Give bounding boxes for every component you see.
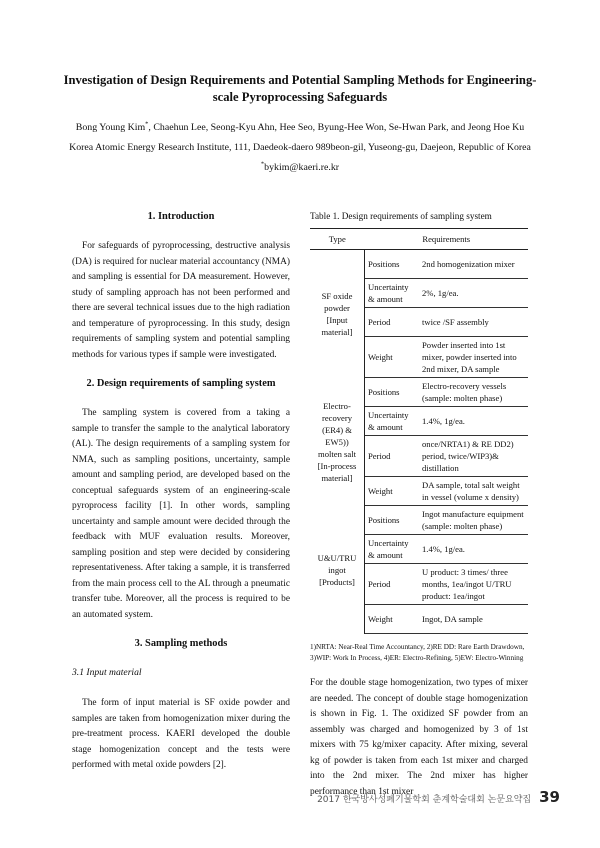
table-cell-value: 2%, 1g/ea.	[419, 279, 528, 308]
table-cell-value: U product: 3 times/ three months, 1ea/ingot U/TRU product: 1ea/ingot	[419, 564, 528, 605]
table-cell-key: Period	[365, 308, 420, 337]
table-cell-key: Weight	[365, 605, 420, 634]
table-caption: Table 1. Design requirements of sampling system	[310, 211, 492, 221]
requirements-table	[310, 228, 528, 634]
email-mark: *	[260, 160, 265, 168]
email: bykim@kaeri.re.kr	[264, 162, 340, 173]
table-cell-key: Period	[365, 436, 420, 477]
left-column	[72, 200, 290, 788]
author-names	[40, 118, 560, 138]
table-cell-value: 1.4%, 1g/ea.	[419, 535, 528, 564]
homogenization-paragraph: For the double stage homogenization, two types of mixer are needed. The concept of double stage homogenization is shown in Fig. 1. The oxidized SF powder from an assembly was charged and homogenized by 3 of 1st mixers with 75 kg/mixer capacity. After mixing, several kg of powder is taken from each 1st mixer and charged into the 2nd mixer. The 2nd mixer has higher performance than 1st mixer	[310, 678, 528, 797]
page-number: 39	[539, 788, 560, 806]
corresponding-mark: *	[145, 120, 149, 128]
input-paragraph: The form of input material is SF oxide powder and samples are taken from homogenization mixer during the pre-treatment process. KAERI developed the double stage homogenization concept and the tests were performed with metal oxide powders [2].	[72, 698, 290, 770]
table-cell-value: Ingot, DA sample	[419, 605, 528, 634]
table-cell-value: Powder inserted into 1st mixer, powder inserted into 2nd mixer, DA sample	[419, 337, 528, 378]
table-cell-value: Electro-recovery vessels (sample: molten phase)	[419, 378, 528, 407]
table-footnote: 1)NRTA: Near-Real Time Accountancy, 2)RE DD: Rare Earth Drawdown, 3)WIP: Work In Process, 4)ER: Electro-Refining, 5)EW: Electro-Winning	[310, 643, 525, 662]
table-header-requirements: Requirements	[365, 229, 529, 250]
table-cell-value: 1.4%, 1g/ea.	[419, 407, 528, 436]
author-block	[40, 118, 560, 178]
type-sf-oxide: SF oxide powder [Input material]	[310, 250, 365, 378]
intro-paragraph: For safeguards of pyroprocessing, destructive analysis (DA) is required for nuclear material accountancy (NMA) and sampling is essential for DA measurement. However, study of sampling approach has not been performed and there are several technical issues due to the high radiation and temperature of pyroprocessing. In this study, design requirements of sampling system and potential sampling methods for various types if sample were investigated.	[72, 241, 290, 360]
other-authors: , Chaehun Lee, Seong-Kyu Ahn, Hee Seo, Byung-Hee Won, Se-Hwan Park, and Jeong Hoe Ku	[148, 122, 525, 133]
table-cell-value: once/NRTA1) & RE DD2) period, twice/WIP3)& distillation	[419, 436, 528, 477]
table-cell-value: twice /SF assembly	[419, 308, 528, 337]
first-author: Bong Young Kim	[75, 122, 146, 133]
table-cell-key: Uncertainty & amount	[365, 407, 420, 436]
table-cell-value: 2nd homogenization mixer	[419, 250, 528, 279]
table-cell-key: Weight	[365, 477, 420, 506]
right-column	[310, 200, 528, 814]
table-cell-key: Weight	[365, 337, 420, 378]
table-header-type: Type	[310, 229, 365, 250]
table-cell-key: Period	[365, 564, 420, 605]
input-subheading: 3.1 Input material	[72, 667, 142, 678]
email-line	[40, 158, 560, 178]
design-paragraph: The sampling system is covered from a taking a sample to transfer the sample to the analytical laboratory (AL). The design requirements of a sampling system for NMA, such as sampling positions, uncertainty, sample amount and sampling period, are developed based on the conceptual safeguards system of an engineering-scale pyroprocess facility [1]. In other words, sampling uncertainty and sample amount were decided through the feedback with MUF evaluation results. Moreover, sampling position and step were decided by considering representativeness. After taking a sample, it is transferred from the main process cell to the AL through a pneumatic transfer tube. Moreover, all the process is required to be an automated system.	[72, 408, 290, 620]
table-cell-key: Positions	[365, 378, 420, 407]
type-molten-salt: Electro-recovery (ER4) & EW5)) molten salt [In-process material]	[310, 378, 365, 506]
methods-heading: 3. Sampling methods	[134, 638, 228, 649]
design-heading: 2. Design requirements of sampling system	[86, 378, 276, 389]
table-cell-value: DA sample, total salt weight in vessel (volume x density)	[419, 477, 528, 506]
page-footer	[317, 788, 560, 806]
table-cell-key: Uncertainty & amount	[365, 535, 420, 564]
type-ingot: U&U/TRU ingot [Products]	[310, 506, 365, 634]
intro-heading: 1. Introduction	[147, 211, 215, 222]
affiliation: Korea Atomic Energy Research Institute, 111, Daedeok-daero 989beon-gil, Yuseong-gu, Daejeon, Republic of Korea	[69, 142, 531, 153]
table-cell-value: Ingot manufacture equipment (sample: molten phase)	[419, 506, 528, 535]
paper-title: Investigation of Design Requirements and Potential Sampling Methods for Engineering-scale Pyroprocessing Safeguards	[63, 73, 537, 104]
table-cell-key: Uncertainty & amount	[365, 279, 420, 308]
table-cell-key: Positions	[365, 506, 420, 535]
table-cell-key: Positions	[365, 250, 420, 279]
proceedings-title: 2017 한국방사성폐기물학회 춘계학술대회 논문요약집	[317, 795, 532, 805]
